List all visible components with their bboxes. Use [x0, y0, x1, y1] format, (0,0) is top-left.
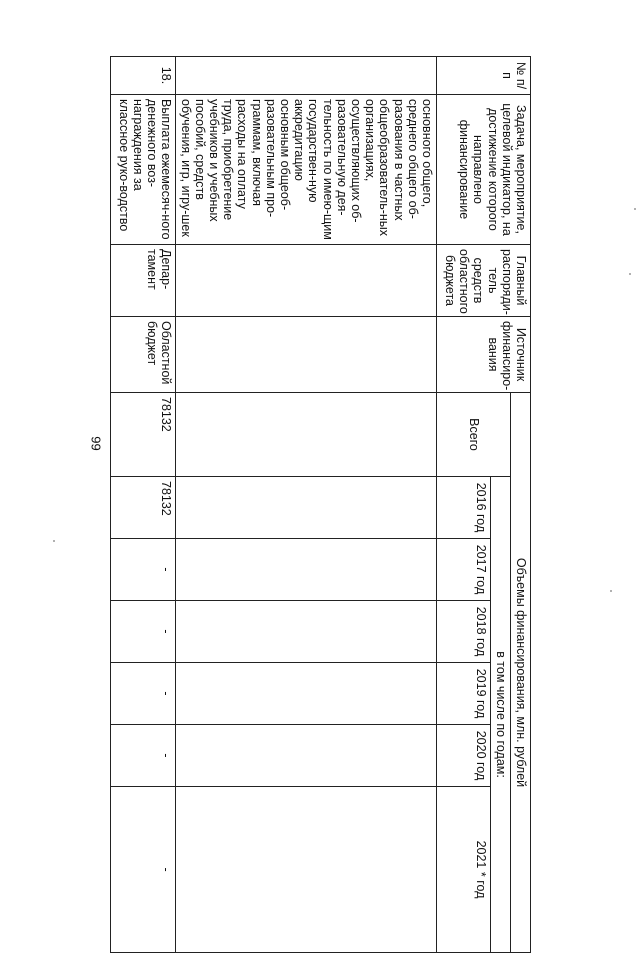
row-year-value: [176, 601, 437, 663]
header-total: Всего: [437, 393, 511, 477]
row-source: [176, 317, 437, 393]
row-task: Выплата ежемесяч-ного денежного воз-награждения за классное руко-водство: [111, 95, 176, 245]
header-number: № п/п: [437, 57, 531, 95]
header-task: Задача, мероприятие, целевой индикатор, на достижение которого направлено финансирование: [437, 95, 531, 245]
row-number: 18.: [111, 57, 176, 95]
scan-speck: [53, 540, 55, 542]
row-year-value: [176, 539, 437, 601]
row-year-value: [176, 663, 437, 725]
row-year-value: -: [111, 539, 176, 601]
header-volumes: Объемы финансирования, млн. рублей: [511, 393, 531, 953]
row-source: Областной бюджет: [111, 317, 176, 393]
table-row: [111, 57, 176, 953]
row-total: [176, 393, 437, 477]
financing-table: [110, 56, 531, 953]
row-year-value: -: [111, 601, 176, 663]
scan-speck: [610, 590, 612, 592]
row-year-value: -: [111, 725, 176, 787]
header-year: 2020 год: [437, 725, 491, 787]
header-year: 2017 год: [437, 539, 491, 601]
header-year: 2021 * год: [437, 787, 491, 953]
row-year-value: 78132: [111, 477, 176, 539]
scan-speck: [634, 208, 636, 210]
rotated-table-container: [116, 56, 531, 899]
row-year-value: -: [111, 787, 176, 953]
row-year-value: [176, 725, 437, 787]
row-year-value: -: [111, 663, 176, 725]
row-manager: [176, 245, 437, 317]
scan-speck: [629, 273, 631, 275]
row-number: [176, 57, 437, 95]
row-task: основного общего, среднего общего об-разования в частных общеобразователь-ных организациях, осуществляющих об-разовательную дея-тельность по имею-щим государствен-ную аккредитацию основным общеоб-разовательным про-граммам, включая расходы на оплату труда, приобретение учебников и учебных пособий, средств обучения, игр, игру-шек: [176, 95, 437, 245]
table-row: [176, 57, 437, 953]
header-year: 2018 год: [437, 601, 491, 663]
row-total: 78132: [111, 393, 176, 477]
row-year-value: [176, 787, 437, 953]
header-year: 2016 год: [437, 477, 491, 539]
header-source: Источник финансиро-вания: [437, 317, 531, 393]
row-manager: Депар-тамент: [111, 245, 176, 317]
header-manager: Главный распоряди-тель средств областного бюджета: [437, 245, 531, 317]
header-year: 2019 год: [437, 663, 491, 725]
page-number: 99: [88, 436, 104, 451]
row-year-value: [176, 477, 437, 539]
header-including: в том числе по годам:: [491, 477, 511, 953]
